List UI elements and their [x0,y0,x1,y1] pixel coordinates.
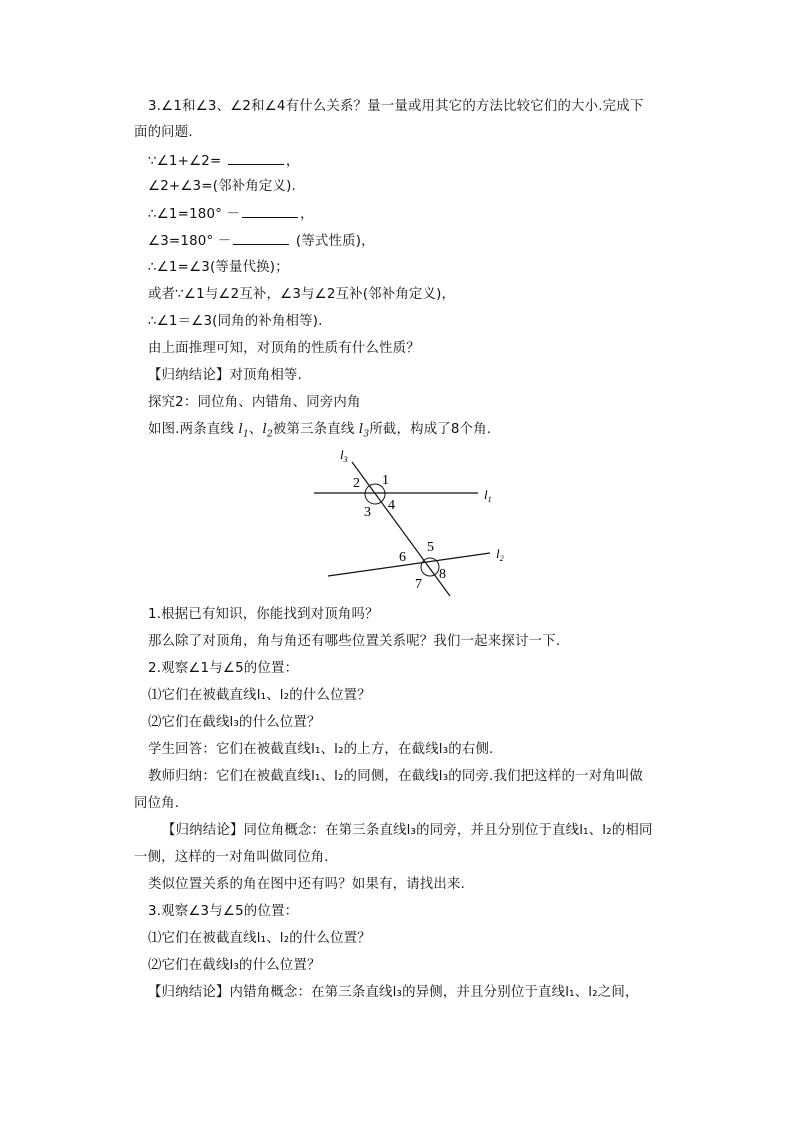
paragraph: 2.观察∠1与∠5的位置： [148,661,299,676]
paragraph: 3.观察∠3与∠5的位置： [148,904,299,919]
paragraph: 学生回答：它们在被截直线l₁、l₂的上方，在截线l₃的右侧. [148,742,494,757]
label-l2: $l_2$ [496,546,504,563]
label-l3: $l_3$ [340,447,348,464]
angle-5: 5 [427,540,434,555]
question-3-cont: 面的问题. [134,125,193,140]
paragraph: 由上面推理可知，对顶角的性质有什么性质？ [148,341,420,356]
equation-2: ∠2+∠3=(邻补角定义). [148,179,296,194]
angle-6: 6 [399,550,406,565]
line-l2 [328,553,490,576]
answer-blank[interactable] [242,205,298,218]
figure-intro: 如图.两条直线 $l_1$、$l_2$被第三条直线 $l_3$所截，构成了8个角. [148,422,492,440]
equation-5: ∴∠1=∠3(等量代换)； [148,260,289,275]
conclusion-cont: 一侧，这样的一对角叫做同位角. [134,850,329,865]
angle-2: 2 [353,476,360,491]
paragraph: 类似位置关系的角在图中还有吗？如果有，请找出来. [148,877,466,892]
equation-4: ∠3=180° － (等式性质)， [148,234,375,249]
paragraph: 那么除了对顶角，角与角还有哪些位置关系呢？我们一起来探讨一下. [148,634,561,649]
equation-3: ∴∠1=180° － ， [148,207,314,222]
angle-3: 3 [364,505,371,520]
angle-7: 7 [415,577,422,592]
angle-arc-lower [421,558,439,576]
line-l3 [352,462,450,596]
sub-question: ⑴它们在被截直线l₁、l₂的什么位置？ [148,688,371,703]
paragraph: 1.根据已有知识，你能找到对顶角吗？ [148,607,379,622]
question-3: 3.∠1和∠3、∠2和∠4有什么关系？量一量或用其它的方法比较它们的大小.完成下 [148,99,644,114]
sub-question: ⑵它们在截线l₃的什么位置？ [148,958,321,973]
angle-1: 1 [382,473,389,488]
equation-7: ∴∠1＝∠3(同角的补角相等). [148,314,323,329]
answer-blank[interactable] [228,152,284,165]
equation-6: 或者∵∠1与∠2互补，∠3与∠2互补(邻补角定义)， [148,287,456,302]
section-heading: 探究2：同位角、内错角、同旁内角 [148,395,361,410]
paragraph: 同位角. [134,796,180,811]
angle-8: 8 [439,567,446,582]
label-l1: $l_1$ [484,487,492,504]
answer-blank[interactable] [233,232,289,245]
sub-question: ⑴它们在被截直线l₁、l₂的什么位置？ [148,931,371,946]
paragraph: 教师归纳：它们在被截直线l₁、l₂的同侧，在截线l₃的同旁.我们把这样的一对角叫做 [148,769,644,784]
transversal-figure [300,446,520,600]
equation-1: ∵∠1+∠2= ， [148,154,300,169]
conclusion: 【归纳结论】内错角概念：在第三条直线l₃的异侧，并且分别位于直线l₁、l₂之间， [148,985,639,1000]
conclusion: 【归纳结论】对顶角相等. [148,368,302,383]
conclusion: 【归纳结论】同位角概念：在第三条直线l₃的同旁，并且分别位于直线l₁、l₂的相同 [162,823,653,838]
sub-question: ⑵它们在截线l₃的什么位置？ [148,715,321,730]
angle-4: 4 [388,498,395,513]
